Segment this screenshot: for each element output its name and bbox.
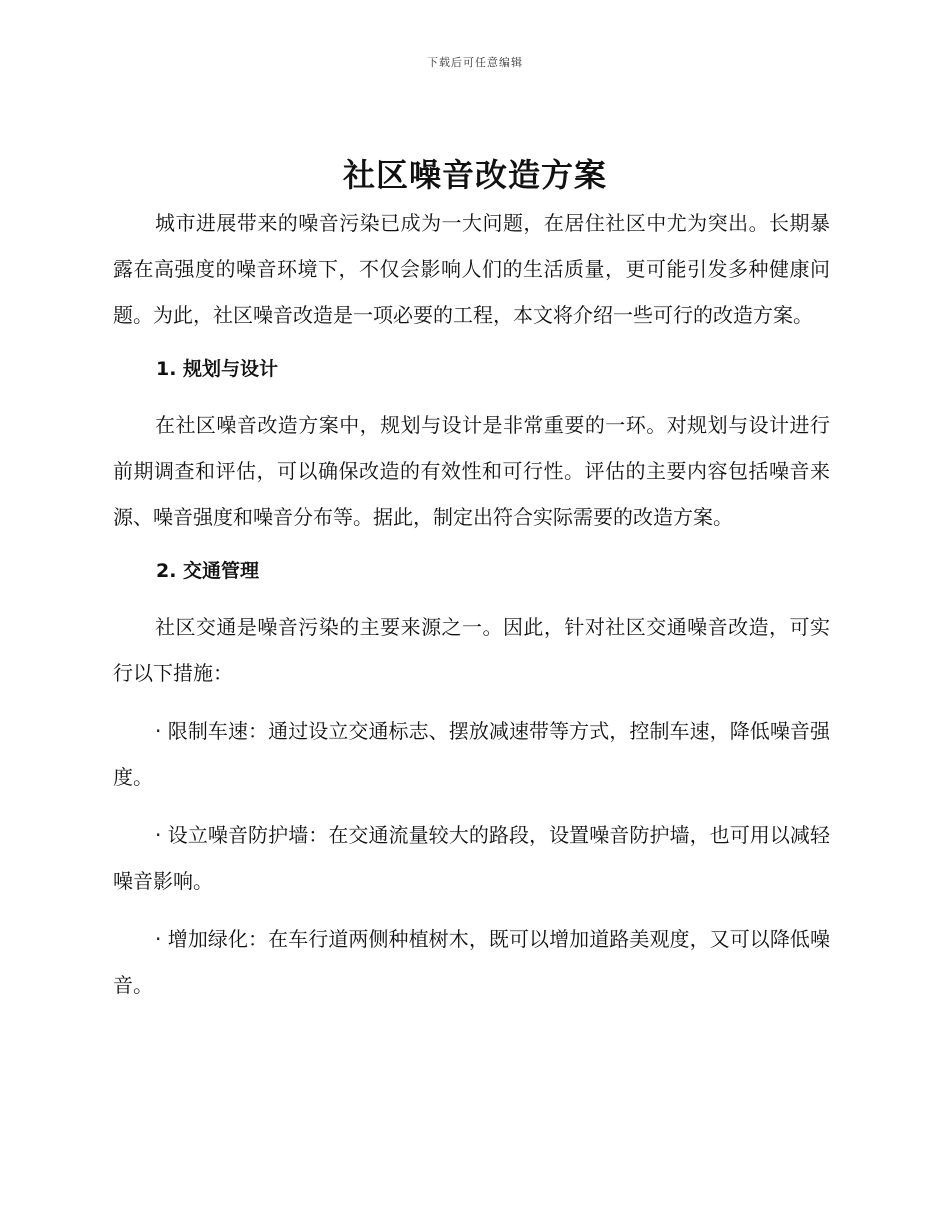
document-title: 社区噪音改造方案 [342, 156, 607, 194]
bullet-item-speed-limit: · 限制车速：通过设立交通标志、摆放减速带等方式，控制车速，降低噪音强度。 [113, 719, 830, 789]
section-body-traffic: 社区交通是噪音污染的主要来源之一。因此，针对社区交通噪音改造，可实行以下措施： [113, 615, 830, 685]
bullet-item-noise-wall: · 设立噪音防护墙：在交通流量较大的路段，设置噪音防护墙，也可用以减轻噪音影响。 [113, 823, 830, 893]
section-body-planning: 在社区噪音改造方案中，规划与设计是非常重要的一环。对规划与设计进行前期调查和评估，可以确保改造的有效性和可行性。评估的主要内容包括噪音来源、噪音强度和噪音分布等。据此，制定出符合实际需要的改造方案。 [113, 413, 830, 529]
document-body [113, 200, 830, 1008]
intro-paragraph: 城市进展带来的噪音污染已成为一大问题，在居住社区中尤为突出。长期暴露在高强度的噪音环境下，不仅会影响人们的生活质量，更可能引发多种健康问题。为此，社区噪音改造是一项必要的工程，本文将介绍一些可行的改造方案。 [113, 211, 830, 327]
header-note: 下载后可任意编辑 [427, 56, 523, 69]
section-heading-traffic: 2. 交通管理 [156, 560, 260, 582]
section-heading-planning: 1. 规划与设计 [156, 358, 279, 380]
bullet-item-greening: · 增加绿化：在车行道两侧种植树木，既可以增加道路美观度，又可以降低噪音。 [113, 927, 830, 997]
